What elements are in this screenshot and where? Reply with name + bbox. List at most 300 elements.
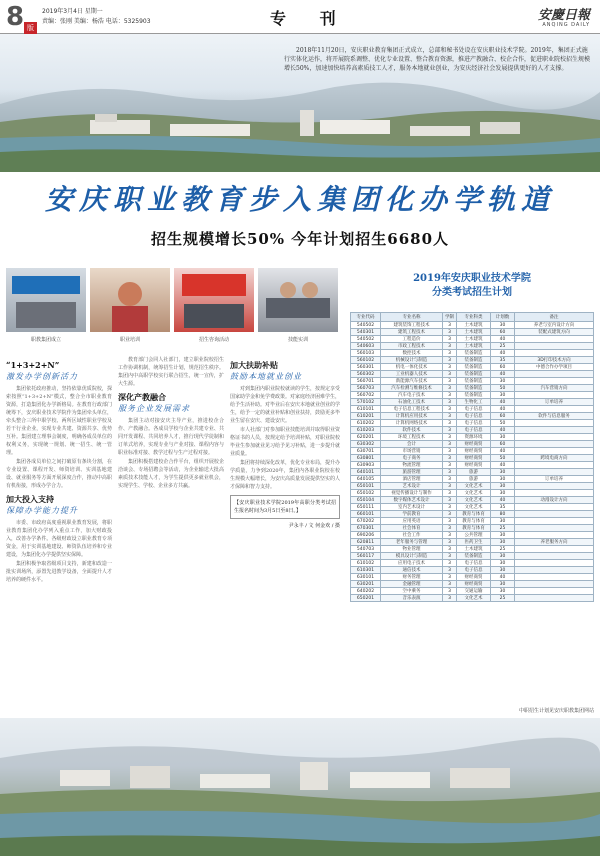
- table-row: [351, 371, 594, 378]
- table-cell: [515, 392, 594, 399]
- table-cell: 25: [491, 546, 515, 553]
- section-subheading-1: 激发办学创新活力: [6, 372, 78, 381]
- table-cell: 630701: [351, 448, 381, 455]
- table-cell: 金融管理: [381, 581, 443, 588]
- table-cell: 财务管理: [381, 574, 443, 581]
- table-cell: 3: [443, 455, 457, 462]
- table-row: [351, 546, 594, 553]
- table-cell: 财经商贸: [457, 455, 491, 462]
- table-cell: 30: [491, 581, 515, 588]
- header-years: 学制: [443, 313, 457, 322]
- table-cell: 3: [443, 427, 457, 434]
- paragraph: 集团积极争取省级项目支持，新建和改造一批实训场所，添置先进教学设备，全面提升人才培养的硬件水平。: [6, 561, 112, 583]
- table-row: [351, 504, 594, 511]
- table-row: [351, 567, 594, 574]
- table-cell: 610201: [351, 413, 381, 420]
- skills-photo-illustration: [258, 268, 338, 332]
- table-cell: [515, 567, 594, 574]
- table-cell: [515, 420, 594, 427]
- table-cell: [515, 427, 594, 434]
- paragraph: 集团主动对接安庆主导产业，推进校企合作、产教融合。各成员学校与企业共建专业、共同开发课程、共同培养人才，推行现代学徒制和订单式培养，实现专业与产业对接、课程内容与职业标准对接、教学过程与生产过程对接。: [118, 418, 224, 456]
- table-cell: 3: [443, 595, 457, 602]
- table-cell: 50: [491, 385, 515, 392]
- table-cell: 通信技术: [381, 567, 443, 574]
- training-photo-illustration: [90, 268, 170, 332]
- table-cell: 3: [443, 532, 457, 539]
- table-row: [351, 406, 594, 413]
- table-cell: 620811: [351, 539, 381, 546]
- table-row: [351, 357, 594, 364]
- table-cell: 650104: [351, 497, 381, 504]
- table-cell: 540603: [351, 343, 381, 350]
- table-cell: [515, 511, 594, 518]
- table-cell: 计算机网络技术: [381, 420, 443, 427]
- table-cell: 装配式建筑方向: [515, 329, 594, 336]
- table-cell: 3: [443, 385, 457, 392]
- table-cell: 30: [491, 560, 515, 567]
- table-cell: 3: [443, 329, 457, 336]
- table-cell: 装备制造: [457, 364, 491, 371]
- table-row: [351, 532, 594, 539]
- ceremony-photo-illustration: [6, 268, 86, 332]
- table-row: [351, 595, 594, 602]
- table-cell: 装备制造: [457, 371, 491, 378]
- main-headline: 安庆职业教育步入集团化办学轨道: [44, 183, 555, 216]
- table-cell: [515, 560, 594, 567]
- table-cell: 电子信息: [457, 560, 491, 567]
- section-heading-3: 深化产教融合: [118, 392, 166, 402]
- table-cell: 3: [443, 336, 457, 343]
- table-cell: 630801: [351, 455, 381, 462]
- table-cell: 3: [443, 546, 457, 553]
- table-cell: 560703: [351, 385, 381, 392]
- table-cell: 540502: [351, 322, 381, 329]
- table-cell: 60: [491, 413, 515, 420]
- table-cell: 560103: [351, 350, 381, 357]
- table-cell: 计算机应用技术: [381, 413, 443, 420]
- table-row: [351, 462, 594, 469]
- table-cell: 650201: [351, 595, 381, 602]
- table-cell: 40: [491, 427, 515, 434]
- table-footnote: 中职招生计划见安庆职教集团网站: [518, 708, 594, 714]
- table-cell: 50: [491, 420, 515, 427]
- campus-banner-photo: [0, 34, 600, 172]
- table-cell: 订单培养: [515, 399, 594, 406]
- table-cell: 老年服务与管理: [381, 539, 443, 546]
- table-row: [351, 413, 594, 420]
- table-row: [351, 574, 594, 581]
- table-cell: 动漫设计方向: [515, 497, 594, 504]
- photo-caption-4: 技能实训: [287, 337, 308, 343]
- table-cell: 酒店管理: [381, 476, 443, 483]
- table-cell: 环境工程技术: [381, 434, 443, 441]
- table-cell: [515, 504, 594, 511]
- table-row: [351, 385, 594, 392]
- table-cell: 数控技术: [381, 350, 443, 357]
- table-cell: 650101: [351, 483, 381, 490]
- paragraph: 集团依托政府推动，坚持依靠优质院校，探索按照“1+3+2+N”模式，整合全市职业教育资源，打造集团化办学新格局。在教育行政部门统筹下，安庆职业技术学院作为集团牵头单位，牵头整合三所中职学校、两所区域性职业学校及若干行业企业，实现专业共建、资源共享、优势互补。集团建立理事会制度，明确各成员单位的权利义务，实现统一规划、统一招生、统一管理。: [6, 386, 112, 456]
- table-cell: 社会体育: [381, 525, 443, 532]
- table-cell: [515, 588, 594, 595]
- table-cell: 音乐表演: [381, 595, 443, 602]
- intro-paragraph: 2018年11月20日，安庆职业教育集团正式成立，总部和秘书处设在安庆职业技术学院。2019年，集团正式施行实体化运作，将开展院系调整、优化专业设置、整合教育资源，推进产教融合、校企合作，促进职业院校招生规模增长50%，加速加快培养高素质技工人才，服务本地就业创业，为安庆经济社会发展提供更好的人才支撑。: [284, 47, 591, 72]
- table-row: [351, 392, 594, 399]
- section-subheading-3: 服务企业发展需求: [118, 404, 190, 413]
- table-row: [351, 364, 594, 371]
- photo-caption-1: 职教集团成立: [30, 337, 61, 343]
- table-cell: 室内艺术设计: [381, 504, 443, 511]
- table-row: [351, 399, 594, 406]
- paragraph: 市人社部门对参加职业技能培训并取得职业资格证书的人员，按规定给予培训补贴，对职业院校毕业生参加就业见习给予见习补贴，进一步提升就业质量。: [230, 427, 340, 457]
- table-cell: 文化艺术: [457, 483, 491, 490]
- table-cell: 财经商贸: [457, 581, 491, 588]
- table-cell: 教育与体育: [457, 525, 491, 532]
- table-row: [351, 539, 594, 546]
- paragraph: 教育部门会同人社部门，建立职业院校招生工作协调机制，统筹招生计划，规范招生秩序。集团内中高职学校实行联合招生，统一宣传，扩大生源。: [118, 357, 224, 387]
- table-cell: 电子信息: [457, 413, 491, 420]
- table-cell: 30: [491, 518, 515, 525]
- table-cell: 30: [491, 532, 515, 539]
- table-cell: 3: [443, 448, 457, 455]
- campus-aerial-illustration: [0, 718, 600, 856]
- table-cell: 620201: [351, 434, 381, 441]
- table-cell: 3: [443, 476, 457, 483]
- table-cell: 630101: [351, 574, 381, 581]
- table-cell: 25: [491, 595, 515, 602]
- table-cell: 30: [491, 322, 515, 329]
- table-cell: 40: [491, 462, 515, 469]
- table-cell: 3: [443, 567, 457, 574]
- table-cell: 560102: [351, 357, 381, 364]
- page-tag: 版: [24, 22, 37, 34]
- table-cell: 30: [491, 483, 515, 490]
- table-cell: 30: [491, 539, 515, 546]
- table-cell: 670301: [351, 525, 381, 532]
- table-cell: [515, 490, 594, 497]
- table-row: [351, 322, 594, 329]
- table-cell: 610102: [351, 560, 381, 567]
- table-cell: 工业机器人技术: [381, 371, 443, 378]
- table-cell: 3D打印技术方向: [515, 357, 594, 364]
- table-cell: 640101: [351, 469, 381, 476]
- table-cell: 660101: [351, 511, 381, 518]
- table-cell: 560701: [351, 378, 381, 385]
- table-cell: 560301: [351, 364, 381, 371]
- header-major: 专业名称: [381, 313, 443, 322]
- table-cell: 3: [443, 434, 457, 441]
- table-cell: 机电一体化技术: [381, 364, 443, 371]
- table-cell: 装备制造: [457, 392, 491, 399]
- table-row: [351, 497, 594, 504]
- table-cell: 文化艺术: [457, 504, 491, 511]
- table-row: [351, 490, 594, 497]
- photo-strip: [6, 268, 338, 350]
- table-row: [351, 336, 594, 343]
- table-row: [351, 553, 594, 560]
- table-cell: 3: [443, 413, 457, 420]
- table-cell: 60: [491, 329, 515, 336]
- paper-name: 安慶日報: [537, 8, 590, 23]
- table-cell: [515, 483, 594, 490]
- table-cell: 旅游: [457, 469, 491, 476]
- enrollment-photo-illustration: [174, 268, 254, 332]
- photo-enrollment: [174, 268, 254, 332]
- table-cell: 30: [491, 553, 515, 560]
- masthead: [0, 0, 600, 34]
- table-cell: 中德合作办学项目: [515, 364, 594, 371]
- table-row: [351, 525, 594, 532]
- table-row: [351, 476, 594, 483]
- table-cell: 养老服务方向: [515, 539, 594, 546]
- table-cell: 养老与室内设计方向: [515, 322, 594, 329]
- table-cell: 装备制造: [457, 553, 491, 560]
- enrollment-plan-table: [350, 312, 594, 602]
- header-category: 专业科类: [457, 313, 491, 322]
- table-cell: 610101: [351, 406, 381, 413]
- table-cell: 3: [443, 343, 457, 350]
- table-cell: 3: [443, 497, 457, 504]
- table-cell: 土木建筑: [457, 329, 491, 336]
- table-cell: 650111: [351, 504, 381, 511]
- table-cell: 土木建筑: [457, 343, 491, 350]
- table-row: [351, 420, 594, 427]
- table-cell: 80: [491, 511, 515, 518]
- table-cell: 数字媒体艺术设计: [381, 497, 443, 504]
- table-cell: [515, 553, 594, 560]
- table-row: [351, 560, 594, 567]
- table-row: [351, 455, 594, 462]
- table-cell: 建筑工程技术: [381, 329, 443, 336]
- paragraph: 市委、市政府高度重视职业教育发展，将职业教育集团化办学列入重点工作，加大财政投入，改善办学条件。各级财政设立职业教育专项资金，用于实训基地建设、师资队伍培养和专业建设，为集团化办学提供坚实保障。: [6, 520, 112, 558]
- table-cell: 3: [443, 378, 457, 385]
- table-cell: [515, 406, 594, 413]
- table-row: [351, 434, 594, 441]
- table-cell: 25: [491, 525, 515, 532]
- table-cell: 装备制造: [457, 385, 491, 392]
- table-cell: 570102: [351, 399, 381, 406]
- table-cell: 3: [443, 581, 457, 588]
- table-cell: [515, 574, 594, 581]
- table-cell: [515, 371, 594, 378]
- table-cell: 650102: [351, 490, 381, 497]
- section-heading-1: “1+3+2+N”: [6, 360, 60, 370]
- table-cell: 540502: [351, 336, 381, 343]
- table-cell: 医药卫生: [457, 539, 491, 546]
- table-cell: 40: [491, 399, 515, 406]
- table-cell: 30: [491, 469, 515, 476]
- table-cell: 40: [491, 497, 515, 504]
- table-cell: 610203: [351, 427, 381, 434]
- table-cell: 物业管理: [381, 546, 443, 553]
- table-cell: 610202: [351, 420, 381, 427]
- table-cell: 学前教育: [381, 511, 443, 518]
- table-cell: 公共管理: [457, 532, 491, 539]
- table-cell: 40: [491, 350, 515, 357]
- table-cell: 3: [443, 441, 457, 448]
- table-cell: 40: [491, 406, 515, 413]
- header-quota: 计划数: [491, 313, 515, 322]
- table-title-line-1: 2019年安庆职业技术学院: [413, 273, 531, 284]
- table-cell: [515, 469, 594, 476]
- table-cell: 3: [443, 399, 457, 406]
- section-title: 专 刊: [270, 9, 350, 28]
- table-cell: 视觉传播设计与制作: [381, 490, 443, 497]
- table-cell: 50: [491, 455, 515, 462]
- table-row: [351, 518, 594, 525]
- table-cell: 应用电子技术: [381, 560, 443, 567]
- table-title: [350, 272, 594, 300]
- table-cell: 540301: [351, 329, 381, 336]
- table-cell: 教育与体育: [457, 511, 491, 518]
- photo-caption-3: 招生咨询活动: [198, 337, 229, 343]
- table-cell: 640202: [351, 588, 381, 595]
- editor-line: 责编：张刚 美编：杨浩 电话：5325903: [42, 18, 151, 25]
- table-cell: 30: [491, 588, 515, 595]
- table-row: [351, 511, 594, 518]
- table-cell: 会计: [381, 441, 443, 448]
- table-cell: 跨境电商方向: [515, 455, 594, 462]
- table-cell: 电子信息: [457, 406, 491, 413]
- table-cell: 3: [443, 490, 457, 497]
- table-cell: 电子信息: [457, 567, 491, 574]
- article-column-1: [6, 356, 112, 714]
- table-row: [351, 329, 594, 336]
- table-cell: 3: [443, 350, 457, 357]
- article-column-2: [118, 356, 224, 714]
- table-row: [351, 469, 594, 476]
- table-cell: 670202: [351, 518, 381, 525]
- table-cell: 旅游管理: [381, 469, 443, 476]
- table-cell: 财经商贸: [457, 462, 491, 469]
- table-cell: 财经商贸: [457, 574, 491, 581]
- table-cell: [515, 546, 594, 553]
- paragraph: 集团积极搭建校企合作平台，组织开展校企洽谈会、专场招聘会等活动，为企业输送大批高素质技术技能人才，为学生提供更多就业机会，实现学生、学校、企业多方共赢。: [118, 459, 224, 489]
- table-cell: 软件与信息服务: [515, 413, 594, 420]
- table-cell: 25: [491, 343, 515, 350]
- table-cell: 汽车检测与维修技术: [381, 385, 443, 392]
- table-cell: 土木建筑: [457, 546, 491, 553]
- table-cell: 机械设计与制造: [381, 357, 443, 364]
- table-cell: [515, 378, 594, 385]
- header-remark: 备注: [515, 313, 594, 322]
- table-cell: 应用英语: [381, 518, 443, 525]
- table-cell: 社会工作: [381, 532, 443, 539]
- table-cell: 3: [443, 588, 457, 595]
- table-cell: 装备制造: [457, 350, 491, 357]
- table-cell: [515, 343, 594, 350]
- table-cell: [515, 462, 594, 469]
- table-cell: 40: [491, 448, 515, 455]
- table-cell: 3: [443, 364, 457, 371]
- table-cell: 装备制造: [457, 378, 491, 385]
- table-row: [351, 581, 594, 588]
- table-cell: 电子信息: [457, 420, 491, 427]
- bottom-campus-photo: [0, 718, 600, 856]
- table-cell: 订单培养: [515, 476, 594, 483]
- table-cell: 40: [491, 371, 515, 378]
- table-cell: [515, 581, 594, 588]
- photo-skills: [258, 268, 338, 332]
- table-cell: 石油化工技术: [381, 399, 443, 406]
- table-cell: 汽车电子技术: [381, 392, 443, 399]
- table-header-row: [351, 313, 594, 322]
- table-cell: 30: [491, 434, 515, 441]
- table-cell: 3: [443, 525, 457, 532]
- table-cell: 3: [443, 518, 457, 525]
- table-cell: 60: [491, 441, 515, 448]
- table-cell: 电子商务: [381, 455, 443, 462]
- table-cell: 3: [443, 357, 457, 364]
- table-cell: 市政工程技术: [381, 343, 443, 350]
- table-cell: 3: [443, 420, 457, 427]
- section-subheading-4: 鼓励本地就业创业: [230, 372, 302, 381]
- table-cell: 3: [443, 553, 457, 560]
- table-cell: 电子信息: [457, 427, 491, 434]
- table-row: [351, 427, 594, 434]
- table-cell: 610301: [351, 567, 381, 574]
- table-cell: 30: [491, 378, 515, 385]
- table-cell: 财经商贸: [457, 448, 491, 455]
- table-cell: 3: [443, 371, 457, 378]
- table-cell: 30: [491, 490, 515, 497]
- table-cell: [515, 518, 594, 525]
- paragraph: 对到集团内职业院校就读的学生，按规定享受国家助学金和免学费政策。对家庭经济困难学生，给予生活补助。对毕业后在安庆本地就业创业的学生，给予一定的就业补贴和创业扶持，鼓励更多毕业生留在安庆、建设安庆。: [230, 386, 340, 424]
- table-cell: 旅游: [457, 476, 491, 483]
- table-cell: 软件技术: [381, 427, 443, 434]
- table-cell: 30: [491, 476, 515, 483]
- date-line: 2019年3月4日 星期一: [42, 8, 103, 15]
- table-cell: 540703: [351, 546, 381, 553]
- table-cell: 3: [443, 504, 457, 511]
- table-cell: 土木建筑: [457, 336, 491, 343]
- table-cell: 模具设计与制造: [381, 553, 443, 560]
- table-row: [351, 441, 594, 448]
- table-cell: 生物化工: [457, 399, 491, 406]
- enrollment-note-box: 【安庆职业技术学院2019年高职分类考试招生报名时间为3月5日至8日。】: [230, 495, 340, 519]
- table-cell: 资源环境: [457, 434, 491, 441]
- table-cell: 560117: [351, 553, 381, 560]
- table-cell: 文化艺术: [457, 497, 491, 504]
- table-cell: 建筑装饰工程技术: [381, 322, 443, 329]
- table-cell: 560702: [351, 392, 381, 399]
- header-code: 专业代码: [351, 313, 381, 322]
- table-cell: 3: [443, 322, 457, 329]
- table-title-line-2: 分类考试招生计划: [432, 287, 512, 298]
- table-cell: 物流管理: [381, 462, 443, 469]
- table-cell: 630201: [351, 581, 381, 588]
- table-cell: 土木建筑: [457, 322, 491, 329]
- table-cell: [515, 336, 594, 343]
- table-cell: 40: [491, 336, 515, 343]
- table-cell: 文化艺术: [457, 490, 491, 497]
- table-cell: [515, 448, 594, 455]
- table-cell: 教育与体育: [457, 518, 491, 525]
- table-row: [351, 588, 594, 595]
- table-body: [351, 322, 594, 602]
- table-cell: 3: [443, 462, 457, 469]
- table-cell: 装备制造: [457, 357, 491, 364]
- table-cell: 空中乘务: [381, 588, 443, 595]
- table-cell: 60: [491, 364, 515, 371]
- byline: 尹永丰 / 文 何金欢 / 摄: [288, 523, 340, 529]
- table-cell: 财经商贸: [457, 441, 491, 448]
- table-cell: 35: [491, 357, 515, 364]
- table-cell: 630903: [351, 462, 381, 469]
- table-cell: 工程造价: [381, 336, 443, 343]
- table-cell: 艺术设计: [381, 483, 443, 490]
- table-cell: 新能源汽车技术: [381, 378, 443, 385]
- table-cell: 35: [491, 504, 515, 511]
